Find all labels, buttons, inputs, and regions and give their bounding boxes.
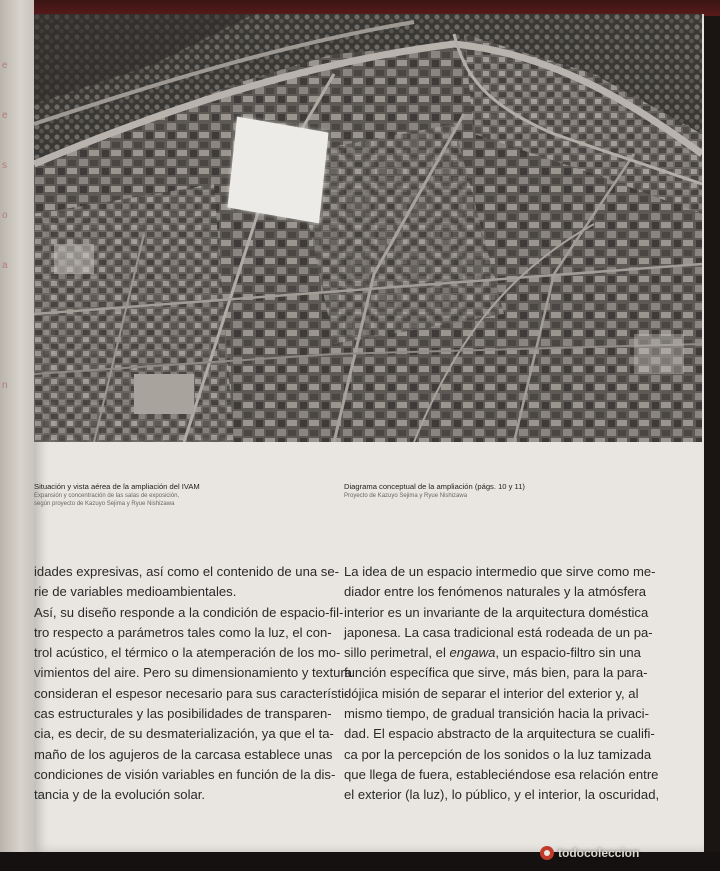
caption-right-subtitle: Proyecto de Kazuyo Sejima y Ryue Nishizawa bbox=[344, 493, 468, 499]
caption-left bbox=[34, 482, 200, 508]
body-line: dójica misión de separar el interior del exterior y, al bbox=[344, 685, 639, 701]
body-line: japonesa. La casa tradicional está rodeada de un pa- bbox=[344, 624, 653, 640]
body-line: vimientos del aire. Pero su dimensionamiento y textura bbox=[34, 665, 353, 681]
extension-site-highlight bbox=[227, 117, 328, 224]
body-column-right bbox=[344, 562, 660, 806]
watermark bbox=[540, 842, 710, 864]
watermark-text: todocoleccion bbox=[558, 846, 640, 860]
adjacent-page-edge: e e s o a n bbox=[0, 0, 34, 871]
body-line: diador entre los fenómenos naturales y la atmósfera bbox=[344, 584, 647, 600]
body-line: trol acústico, el térmico o la atemperación de los mo- bbox=[34, 645, 341, 661]
body-line: que llega de fuera, estableciéndose esa relación entre bbox=[344, 766, 659, 782]
body-column-left bbox=[34, 562, 353, 806]
body-line: interior es un invariante de la arquitectura doméstica bbox=[344, 604, 649, 620]
body-line: cas estructurales y las posibilidades de transparen- bbox=[34, 706, 332, 722]
caption-right bbox=[344, 482, 525, 500]
caption-right-title: Diagrama conceptual de la ampliación (págs. 10 y 11) bbox=[344, 482, 525, 491]
body-line: mismo tiempo, de gradual transición hacia la privaci- bbox=[344, 706, 649, 722]
body-line: función específica que sirve, más bien, para la para- bbox=[344, 665, 648, 681]
aerial-city-map bbox=[34, 14, 702, 442]
body-line: condiciones de visión variables en función de la dis- bbox=[34, 766, 336, 782]
body-line: La idea de un espacio intermedio que sirve como me- bbox=[344, 564, 656, 579]
body-line: el exterior (la luz), lo público, y el interior, la oscuridad, bbox=[344, 787, 660, 803]
book-page bbox=[34, 14, 704, 852]
caption-left-title: Situación y vista aérea de la ampliación del IVAM bbox=[34, 482, 200, 491]
body-line: Así, su diseño responde a la condición de espacio-fil- bbox=[34, 604, 344, 620]
body-line: cia, es decir, de su desmaterialización, ya que el ta- bbox=[34, 726, 334, 742]
body-line: rie de variables medioambientales. bbox=[34, 584, 237, 600]
body-line: ca por la percepción de los sonidos o la luz tamizada bbox=[344, 746, 652, 762]
todocoleccion-logo-icon bbox=[540, 846, 554, 860]
body-line: sillo perimetral, el engawa, un espacio-filtro sin una bbox=[344, 645, 641, 661]
caption-left-subtitle-1: Expansión y concentración de las salas de exposición, bbox=[34, 493, 180, 499]
body-line: idades expresivas, así como el contenido de una se- bbox=[34, 564, 339, 579]
body-line: dad. El espacio abstracto de la arquitectura se cualifi- bbox=[344, 726, 655, 742]
aerial-photo bbox=[34, 14, 702, 442]
body-line: maño de los agujeros de la carcasa establece unas bbox=[34, 746, 333, 762]
body-line: tro respecto a parámetros tales como la luz, el con- bbox=[34, 624, 332, 640]
body-line: tancia y de la evolución solar. bbox=[34, 787, 206, 803]
body-line: consideran el espesor necesario para sus característi- bbox=[34, 685, 349, 701]
caption-left-subtitle-2: según proyecto de Kazuyo Sejima y Ryue Nishizawa bbox=[34, 501, 175, 507]
